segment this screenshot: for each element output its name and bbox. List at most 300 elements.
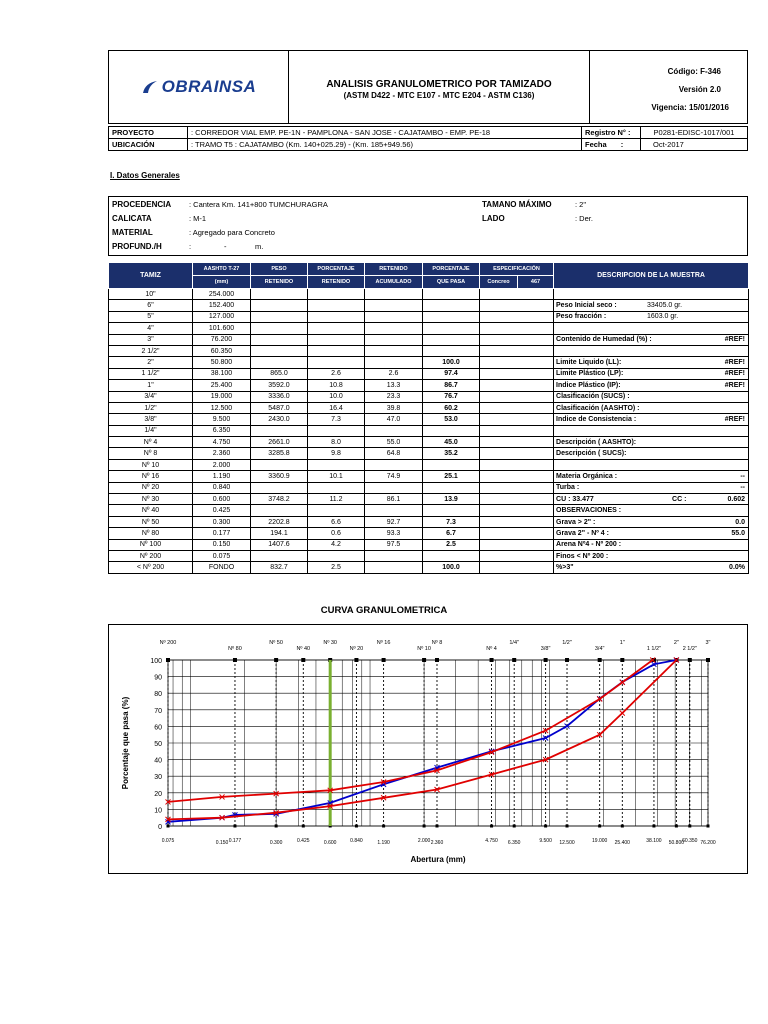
table-cell: [365, 311, 423, 322]
table-row: [109, 323, 749, 334]
table-cell: [308, 323, 365, 334]
table-cell: [251, 505, 308, 516]
table-cell: [365, 550, 423, 561]
table-cell: 5487.0: [251, 402, 308, 413]
description-value: 0.602: [727, 495, 746, 503]
table-cell: [251, 425, 308, 436]
description-cell: [554, 323, 749, 334]
description-cell: [554, 505, 749, 516]
sieve-marker-top: [422, 658, 426, 662]
doc-version: Versión 2.0: [678, 85, 721, 94]
table-cell: [308, 505, 365, 516]
sieve-marker-top: [706, 658, 710, 662]
data-point: [620, 711, 625, 716]
description-cell: [554, 300, 749, 311]
sieve-marker-top: [598, 658, 602, 662]
table-cell: 6": [109, 300, 193, 311]
table-cell: Nº 4: [109, 437, 193, 448]
sieve-marker-top: [354, 658, 358, 662]
table-cell: 74.9: [365, 471, 423, 482]
table-cell: 55.0: [365, 437, 423, 448]
description-label: Finos < Nº 200 :: [556, 552, 609, 560]
table-row: [109, 550, 749, 561]
calicata-value: : M-1: [189, 214, 207, 223]
table-cell: Nº 20: [109, 482, 193, 493]
description-label: Clasificación (AASHTO) :: [556, 404, 640, 412]
description-value: #REF!: [724, 415, 746, 423]
x-axis-label: Abertura (mm): [410, 855, 466, 864]
table-cell: 1.190: [193, 471, 251, 482]
table-row: [109, 425, 749, 436]
y-tick-label: 50: [154, 741, 162, 748]
table-cell: 12.500: [193, 402, 251, 413]
table-cell: 39.8: [365, 402, 423, 413]
proyecto-value: : CORREDOR VIAL EMP. PE-1N - PAMPLONA - SAN JOSE - CAJATAMBO - EMP. PE-18: [188, 127, 582, 139]
y-tick-label: 30: [154, 774, 162, 782]
sieve-label: Nº 4: [486, 646, 497, 652]
sieve-marker-bottom: [652, 825, 655, 828]
header-especificacion: ESPECIFICACIÓN: [480, 263, 554, 276]
table-cell: 2.5: [423, 539, 480, 550]
table-cell: 254.000: [193, 289, 251, 300]
description-label: Grava > 2" :: [556, 518, 596, 526]
description-cell: [554, 528, 749, 539]
description-mid: 1603.0 gr.: [647, 313, 679, 321]
table-cell: 2.6: [365, 368, 423, 379]
table-cell: [480, 539, 554, 550]
table-cell: Nº 200: [109, 550, 193, 561]
description-cell: [554, 550, 749, 561]
sieve-label: 2": [673, 640, 679, 646]
sieve-marker-bottom: [167, 825, 170, 828]
table-cell: [308, 459, 365, 470]
y-tick-label: 60: [154, 724, 162, 732]
table-cell: 0.075: [193, 550, 251, 561]
fecha-colon: :: [620, 140, 624, 149]
table-cell: [480, 448, 554, 459]
x-tick-label: 4.750: [485, 838, 498, 844]
sieve-label: 2 1/2": [682, 646, 697, 652]
table-cell: 832.7: [251, 562, 308, 573]
table-row: [109, 459, 749, 470]
x-tick-label: 38.100: [646, 838, 662, 844]
table-cell: [251, 300, 308, 311]
description-cell: [554, 357, 749, 368]
table-cell: 6.7: [423, 528, 480, 539]
description-cell: [554, 414, 749, 425]
sieve-label: 1/2": [562, 640, 572, 646]
table-row: [109, 539, 749, 550]
sieve-marker-bottom: [233, 825, 236, 828]
x-tick-label: 0.150: [215, 840, 229, 846]
table-row: [109, 528, 749, 539]
description-cell: [554, 289, 749, 300]
table-row: [109, 368, 749, 379]
header-peso: PESO: [251, 263, 308, 276]
table-cell: 0.150: [193, 539, 251, 550]
table-cell: 10": [109, 289, 193, 300]
table-cell: 101.600: [193, 323, 251, 334]
description-label: CU : 33.477: [556, 495, 594, 503]
table-cell: Nº 40: [109, 505, 193, 516]
table-cell: 38.100: [193, 368, 251, 379]
description-cell: [554, 402, 749, 413]
table-cell: 9.8: [308, 448, 365, 459]
table-row: [109, 471, 749, 482]
table-cell: [480, 482, 554, 493]
procedencia-value: : Cantera Km. 141+800 TUMCHURAGRA: [189, 200, 328, 209]
sieve-label: Nº 200: [159, 640, 177, 646]
sieve-marker-bottom: [355, 825, 358, 828]
description-cell: [554, 471, 749, 482]
y-tick-label: 10: [154, 807, 162, 815]
table-cell: 2.000: [193, 459, 251, 470]
table-cell: [251, 345, 308, 356]
header-descripcion: DESCRIPCION DE LA MUESTRA: [554, 263, 749, 289]
table-row: [109, 414, 749, 425]
lado-label: LADO: [482, 214, 505, 223]
company-logo: [109, 51, 289, 123]
table-cell: [423, 289, 480, 300]
sieve-marker-bottom: [675, 825, 678, 828]
table-cell: 2 1/2": [109, 345, 193, 356]
table-cell: 1": [109, 380, 193, 391]
x-tick-label: 0.600: [323, 840, 337, 846]
section-title-general: I. Datos Generales: [110, 171, 180, 180]
sieve-label: Nº 10: [417, 646, 431, 652]
table-cell: 10.8: [308, 380, 365, 391]
sieve-marker-bottom: [688, 825, 691, 828]
table-cell: 53.0: [423, 414, 480, 425]
x-tick-label: 2.000: [417, 838, 431, 844]
profund-label: PROFUND./H: [112, 242, 162, 251]
table-row: [109, 380, 749, 391]
sieve-label: 1 1/2": [646, 646, 662, 652]
table-cell: 865.0: [251, 368, 308, 379]
table-row: [109, 402, 749, 413]
description-cell: [554, 539, 749, 550]
sieve-marker-top: [565, 658, 569, 662]
table-cell: Nº 100: [109, 539, 193, 550]
table-cell: 3/4": [109, 391, 193, 402]
document-title: [289, 51, 589, 123]
table-row: [109, 562, 749, 573]
table-cell: [423, 334, 480, 345]
description-label: Peso Inicial seco :: [556, 302, 617, 310]
description-label: Descripción ( SUCS):: [556, 450, 627, 458]
y-tick-label: 0: [158, 824, 162, 831]
description-cell: [554, 494, 749, 505]
subtitle-text: (ASTM D422 - MTC E107 - MTC E204 - ASTM C136): [343, 91, 535, 100]
table-cell: 8.0: [308, 437, 365, 448]
y-axis-label: Porcentaje que pasa (%): [121, 696, 130, 790]
description-value: #REF!: [724, 381, 746, 389]
description-mid: CC :: [672, 495, 687, 503]
document-meta: [589, 51, 747, 123]
table-cell: 127.000: [193, 311, 251, 322]
description-cell: [554, 516, 749, 527]
description-label: Clasificación (SUCS) :: [556, 393, 630, 401]
description-cell: [554, 311, 749, 322]
table-row: [109, 505, 749, 516]
company-name: OBRAINSA: [161, 77, 257, 96]
description-cell: [554, 368, 749, 379]
table-cell: [480, 380, 554, 391]
table-cell: 194.1: [251, 528, 308, 539]
sieve-marker-bottom: [423, 825, 426, 828]
table-cell: [480, 391, 554, 402]
header-aashto: AASHTO T-27: [193, 263, 251, 276]
table-row: [109, 334, 749, 345]
table-cell: 86.7: [423, 380, 480, 391]
description-label: Turba :: [556, 484, 580, 492]
description-label: Indice de Consistencia :: [556, 415, 637, 423]
sieve-marker-top: [274, 658, 278, 662]
sieve-label: 3/8": [540, 646, 551, 652]
sieve-marker-top: [620, 658, 624, 662]
header-467: 467: [518, 276, 554, 289]
description-cell: [554, 437, 749, 448]
x-tick-label: 76.200: [700, 840, 716, 846]
header-retenido2: RETENIDO: [365, 263, 423, 276]
header-retenido3: RETENIDO: [308, 276, 365, 289]
table-cell: 1/4": [109, 425, 193, 436]
header-mm: (mm): [193, 276, 251, 289]
table-cell: 7.3: [308, 414, 365, 425]
table-row: [109, 357, 749, 368]
table-cell: [480, 402, 554, 413]
header-tamiz: TAMIZ: [109, 263, 193, 289]
x-tick-label: 12.500: [559, 840, 575, 846]
sieve-label: Nº 30: [323, 640, 338, 646]
table-cell: Nº 80: [109, 528, 193, 539]
sieve-marker-bottom: [490, 825, 493, 828]
table-cell: 25.1: [423, 471, 480, 482]
description-label: Contenido de Humedad (%) :: [556, 336, 652, 344]
description-cell: [554, 380, 749, 391]
table-row: [109, 345, 749, 356]
sieve-marker-top: [382, 658, 386, 662]
header-retenido: RETENIDO: [251, 276, 308, 289]
table-cell: [251, 482, 308, 493]
table-cell: 45.0: [423, 437, 480, 448]
table-cell: 0.6: [308, 528, 365, 539]
table-cell: [308, 425, 365, 436]
table-cell: 76.200: [193, 334, 251, 345]
profund-unit: m.: [255, 242, 264, 251]
table-cell: [480, 414, 554, 425]
description-label: Materia Orgánica :: [556, 472, 618, 480]
x-tick-label: 0.425: [297, 838, 310, 844]
x-tick-label: 0.840: [350, 838, 363, 844]
table-cell: 16.4: [308, 402, 365, 413]
x-tick-label: 6.350: [507, 840, 521, 846]
ubicacion-label: UBICACIÓN: [109, 139, 188, 151]
calicata-label: CALICATA: [112, 214, 152, 223]
description-label: Indice Plástico (IP):: [556, 381, 621, 389]
table-cell: [308, 311, 365, 322]
table-cell: 6.6: [308, 516, 365, 527]
table-cell: [423, 505, 480, 516]
table-cell: Nº 8: [109, 448, 193, 459]
table-cell: [480, 516, 554, 527]
table-row: [109, 311, 749, 322]
table-cell: 47.0: [365, 414, 423, 425]
table-cell: [480, 459, 554, 470]
table-cell: [423, 311, 480, 322]
sieve-marker-top: [435, 658, 439, 662]
description-value: --: [740, 484, 746, 492]
table-cell: 2.5: [308, 562, 365, 573]
sieve-label: 1": [619, 640, 625, 646]
table-cell: [423, 323, 480, 334]
general-data-box: [108, 196, 748, 256]
table-cell: 13.9: [423, 494, 480, 505]
sieve-marker-bottom: [566, 825, 569, 828]
table-cell: 2": [109, 357, 193, 368]
table-cell: [308, 357, 365, 368]
table-cell: 10.0: [308, 391, 365, 402]
table-cell: [365, 323, 423, 334]
title-text: ANALISIS GRANULOMETRICO POR TAMIZADO: [326, 79, 552, 90]
table-cell: 1407.6: [251, 539, 308, 550]
table-cell: < Nº 200: [109, 562, 193, 573]
series-line: [168, 660, 653, 802]
x-tick-label: 60.350: [682, 838, 698, 844]
material-label: MATERIAL: [112, 228, 153, 237]
header-porcentaje2: PORCENTAJE: [423, 263, 480, 276]
table-cell: 10.1: [308, 471, 365, 482]
table-cell: [365, 482, 423, 493]
table-cell: [365, 334, 423, 345]
description-value: #REF!: [724, 336, 746, 344]
table-cell: 35.2: [423, 448, 480, 459]
y-tick-label: 100: [150, 658, 162, 665]
table-cell: 76.7: [423, 391, 480, 402]
table-cell: Nº 10: [109, 459, 193, 470]
x-tick-label: 19.000: [592, 838, 608, 844]
fecha-label: Fecha: [585, 140, 607, 149]
description-value: #REF!: [724, 359, 746, 367]
description-cell: [554, 482, 749, 493]
x-tick-label: 0.177: [228, 838, 242, 844]
table-cell: 0.600: [193, 494, 251, 505]
sieve-marker-top: [490, 658, 494, 662]
table-cell: [365, 289, 423, 300]
header-acumulado: ACUMULADO: [365, 276, 423, 289]
table-cell: Nº 16: [109, 471, 193, 482]
sieve-marker-top: [688, 658, 692, 662]
table-cell: 7.3: [423, 516, 480, 527]
table-cell: [480, 425, 554, 436]
profund-colon: :: [189, 242, 192, 251]
table-cell: 86.1: [365, 494, 423, 505]
description-cell: [554, 459, 749, 470]
table-cell: 50.800: [193, 357, 251, 368]
table-cell: [480, 528, 554, 539]
header-que-pasa: QUE PASA: [423, 276, 480, 289]
table-cell: 0.840: [193, 482, 251, 493]
table-row: [109, 516, 749, 527]
y-tick-label: 20: [154, 790, 162, 798]
description-cell: [554, 391, 749, 402]
table-cell: 2430.0: [251, 414, 308, 425]
sieve-label: Nº 80: [228, 646, 242, 652]
table-cell: [423, 482, 480, 493]
x-tick-label: 25.400: [614, 840, 630, 846]
description-mid: 33405.0 gr.: [647, 302, 683, 310]
description-label: Peso fracción :: [556, 313, 607, 321]
table-cell: [251, 323, 308, 334]
table-cell: 2661.0: [251, 437, 308, 448]
table-cell: 9.500: [193, 414, 251, 425]
y-tick-label: 90: [154, 674, 162, 682]
fecha-value: Oct-2017: [641, 139, 748, 151]
table-cell: [308, 550, 365, 561]
profund-dash: -: [224, 242, 227, 251]
description-cell: [554, 562, 749, 573]
x-tick-label: 9.500: [539, 838, 552, 844]
sieve-marker-bottom: [621, 825, 624, 828]
table-cell: 25.400: [193, 380, 251, 391]
lado-value: : Der.: [575, 214, 593, 223]
table-cell: [480, 368, 554, 379]
table-cell: [308, 300, 365, 311]
table-cell: [365, 300, 423, 311]
table-cell: [423, 300, 480, 311]
table-row: [109, 300, 749, 311]
description-cell: [554, 334, 749, 345]
table-cell: 0.300: [193, 516, 251, 527]
table-cell: [480, 345, 554, 356]
chart-title: CURVA GRANULOMETRICA: [320, 605, 448, 616]
sieve-marker-top: [512, 658, 516, 662]
sieve-marker-bottom: [544, 825, 547, 828]
table-cell: 11.2: [308, 494, 365, 505]
table-cell: [365, 345, 423, 356]
description-label: Descripción ( AASHTO):: [556, 438, 637, 446]
table-cell: [308, 289, 365, 300]
description-label: %>3": [556, 564, 574, 572]
table-cell: 0.177: [193, 528, 251, 539]
description-label: Limite Liquido (LL):: [556, 359, 622, 367]
x-tick-label: 50.800: [668, 840, 685, 846]
table-cell: [365, 459, 423, 470]
table-cell: 64.8: [365, 448, 423, 459]
table-cell: 100.0: [423, 562, 480, 573]
table-cell: [423, 345, 480, 356]
table-cell: [251, 311, 308, 322]
sieve-label: 3": [705, 640, 711, 646]
sieve-label: Nº 16: [376, 640, 391, 646]
table-cell: 3336.0: [251, 391, 308, 402]
table-cell: FONDO: [193, 562, 251, 573]
description-label: Arena Nº4 - Nº 200 :: [556, 541, 622, 549]
table-cell: 97.5: [365, 539, 423, 550]
table-cell: [365, 505, 423, 516]
sieve-marker-top: [233, 658, 237, 662]
table-cell: [423, 550, 480, 561]
table-row: [109, 482, 749, 493]
ubicacion-value: : TRAMO T5 : CAJATAMBO (Km. 140+025.29) - (Km. 185+949.56): [188, 139, 582, 151]
table-cell: 152.400: [193, 300, 251, 311]
sieve-marker-bottom: [435, 825, 438, 828]
table-cell: [251, 459, 308, 470]
table-cell: 3/8": [109, 414, 193, 425]
table-cell: 97.4: [423, 368, 480, 379]
table-cell: [480, 334, 554, 345]
x-tick-label: 0.075: [161, 838, 175, 844]
